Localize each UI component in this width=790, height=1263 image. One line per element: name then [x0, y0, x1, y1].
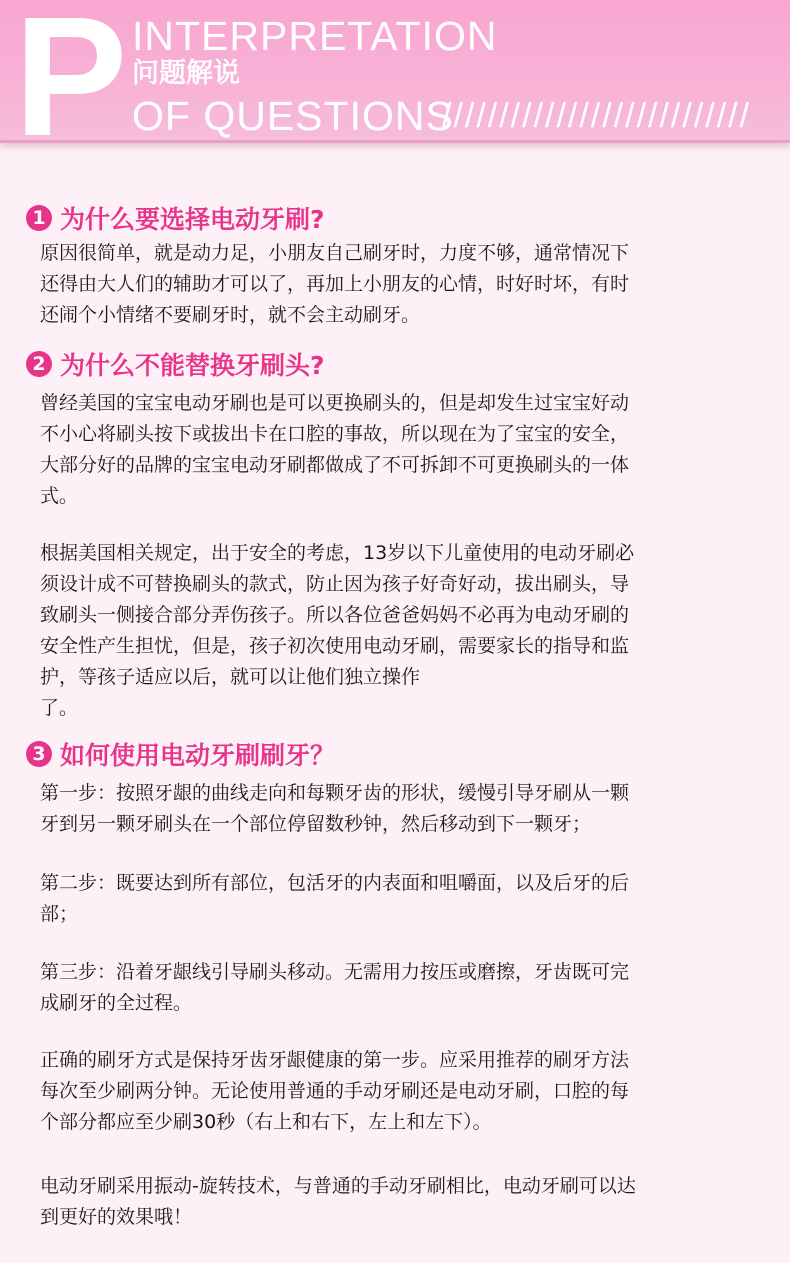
question-3-technology-paragraph: 电动牙刷采用振动-旋转技术，与普通的手动牙刷相比，电动牙刷可以达 到更好的效果哦！ — [40, 1175, 636, 1228]
question-2-title — [26, 346, 325, 382]
number-2-icon: 2 — [26, 351, 52, 377]
question-1-answer: 原因很简单，就是动力足，小朋友自己刷牙时，力度不够，通常情况下 还得由大人们的辅助才可以了，再加上小朋友的心情，时好时坏，有时 还闹个小情绪不要刷牙时，就不会主动刷牙。 — [40, 242, 630, 326]
header-title-chinese: 问题解说 — [132, 58, 240, 89]
question-2-answer-paragraph-2: 根据美国相关规定，出于安全的考虑，13岁以下儿童使用的电动牙刷必 须设计成不可替换刷头的款式，防止因为孩子好奇好动，拔出刷头，导 致刷头一侧接合部分弄伤孩子。所以各位爸爸妈妈不必再为电动牙刷的 安全性产生担忧，但是，孩子初次使用电动牙刷，需要家长的指导和监 护，等孩子适应以后，就可以让他们独立操作 了。 — [40, 542, 635, 719]
number-3-icon: 3 — [26, 741, 52, 767]
question-3-title — [26, 736, 335, 772]
header-big-letter: P — [14, 0, 124, 143]
number-1-icon: 1 — [26, 205, 52, 231]
header-banner — [0, 0, 790, 143]
question-2-title-text: 为什么不能替换牙刷头? — [60, 351, 325, 380]
question-3-step-1: 第一步：按照牙龈的曲线走向和每颗牙齿的形状，缓慢引导牙刷从一颗 牙到另一颗牙刷头在一个部位停留数秒钟，然后移动到下一颗牙； — [40, 782, 630, 835]
question-3-step-3: 第三步：沿着牙龈线引导刷头移动。无需用力按压或磨擦，牙齿既可完 成刷牙的全过程。 — [40, 961, 630, 1014]
header-slash-decoration: /////////////////////////// — [442, 97, 752, 135]
question-3-method-paragraph: 正确的刷牙方式是保持牙齿牙龈健康的第一步。应采用推荐的刷牙方法 每次至少刷两分钟。无论使用普通的手动牙刷还是电动牙刷，口腔的每 个部分都应至少刷30秒（右上和右下，左上和左下）。 — [40, 1049, 630, 1133]
question-3-step-2: 第二步：既要达到所有部位，包活牙的内表面和咀嚼面，以及后牙的后 部； — [40, 872, 630, 925]
question-3-title-text: 如何使用电动牙刷刷牙？ — [60, 741, 336, 770]
question-2-answer-paragraph-1: 曾经美国的宝宝电动牙刷也是可以更换刷头的，但是却发生过宝宝好动 不小心将刷头按下或拔出卡在口腔的事故，所以现在为了宝宝的安全， 大部分好的品牌的宝宝电动牙刷都做成了不可拆卸不可更换刷头的一体 式。 — [40, 392, 630, 507]
question-1-title-text: 为什么要选择电动牙刷? — [60, 205, 325, 234]
header-title-questions: OF QUESTIONS — [132, 93, 454, 139]
header-title-interpretation: INTERPRETATION — [132, 13, 498, 59]
question-1-title — [26, 200, 325, 236]
